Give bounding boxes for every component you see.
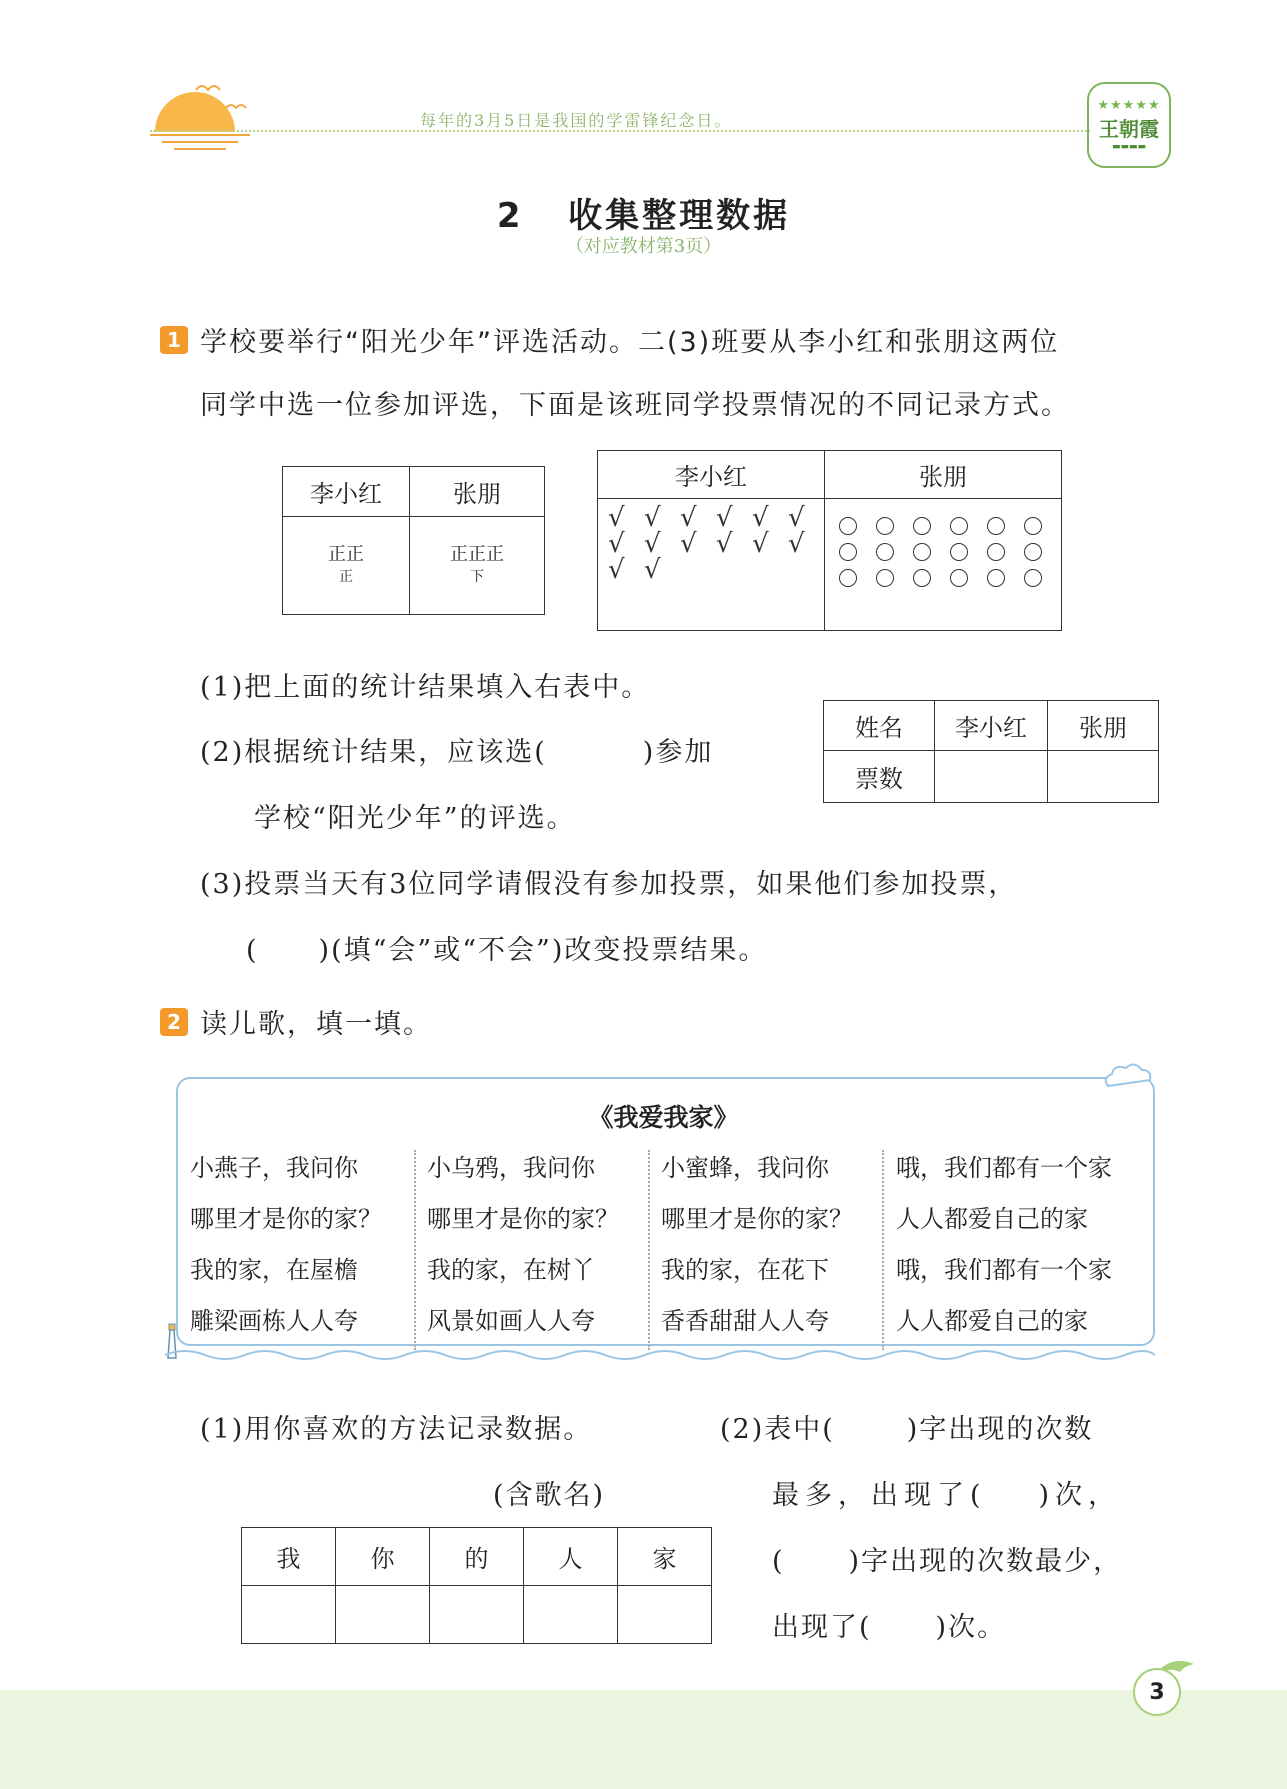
tally-cell-zhangpeng — [410, 517, 545, 615]
tally-header-zhangpeng: 张朋 — [410, 467, 545, 517]
mark-table — [597, 450, 1062, 631]
check-cell — [598, 499, 825, 631]
count-input-row — [242, 1586, 712, 1644]
sun-reflection-line — [162, 141, 238, 143]
brand-name: 王朝霞 — [1099, 117, 1159, 141]
question-1-sub3-line2 — [246, 928, 767, 967]
mark-header-lixiaohong: 李小红 — [598, 451, 825, 499]
sub2-text: )次， — [1038, 1480, 1122, 1511]
circle-mark — [1024, 569, 1042, 587]
poem-title: 《我爱我家》 — [588, 1103, 739, 1132]
check-mark: √ — [716, 503, 733, 533]
poem-line: 我的家，在屋檐 — [190, 1256, 358, 1284]
question-2-number: 2 — [160, 1008, 188, 1036]
page-title — [0, 188, 1287, 237]
tally-cell-lixiaohong — [283, 517, 410, 615]
question-1-number: 1 — [160, 326, 188, 354]
result-input-lixiaohong[interactable] — [935, 751, 1048, 803]
poem-line: 哪里才是你的家？ — [190, 1205, 382, 1233]
check-mark: √ — [644, 529, 661, 559]
star-icon: ★★★★★ — [1097, 98, 1161, 113]
count-input-cell[interactable] — [242, 1586, 336, 1644]
check-mark: √ — [752, 529, 769, 559]
check-mark: √ — [716, 529, 733, 559]
sub3-text: )(填“会”或“不会”)改变投票结果。 — [318, 935, 768, 966]
question-1-line2: 同学中选一位参加评选，下面是该班同学投票情况的不同记录方式。 — [200, 390, 1070, 421]
result-header-name: 姓名 — [824, 701, 935, 751]
circle-mark — [987, 517, 1005, 535]
count-table — [241, 1527, 712, 1644]
circle-mark — [950, 569, 968, 587]
poem-line: 哪里才是你的家？ — [661, 1205, 853, 1233]
circle-cell — [825, 499, 1062, 631]
check-mark: √ — [680, 529, 697, 559]
check-mark: √ — [644, 503, 661, 533]
circle-mark — [876, 517, 894, 535]
poem-line: 人人都爱自己的家 — [896, 1205, 1088, 1233]
poem-column-4 — [896, 1143, 1126, 1347]
footer-background — [0, 1690, 1287, 1789]
page-subtitle: （对应教材第3页） — [565, 236, 722, 257]
poem-column-3 — [661, 1143, 891, 1347]
check-mark: √ — [752, 503, 769, 533]
result-header-lixiaohong: 李小红 — [935, 701, 1048, 751]
poem-line: 我的家，在花下 — [661, 1256, 829, 1284]
circle-mark — [839, 517, 857, 535]
question-2-sub1: (1)用你喜欢的方法记录数据。 — [200, 1414, 593, 1445]
tally-header-lixiaohong: 李小红 — [283, 467, 410, 517]
header-note: 每年的3月5日是我国的学雷锋纪念日。 — [420, 111, 733, 130]
circle-mark — [950, 543, 968, 561]
cloud-icon — [1100, 1062, 1160, 1092]
sub2-text: (2)表中( — [720, 1414, 835, 1445]
count-header-cell: 我 — [242, 1528, 336, 1586]
tally-marks: 正正正 — [450, 543, 504, 565]
circle-mark — [1024, 543, 1042, 561]
circle-mark — [913, 543, 931, 561]
circle-mark — [839, 569, 857, 587]
sub2-text: )字出现的次数最少， — [848, 1546, 1123, 1577]
poem-column-1 — [190, 1143, 420, 1347]
brand-badge — [1087, 82, 1171, 168]
sub2-text: )次。 — [935, 1612, 1007, 1643]
check-mark: √ — [608, 555, 625, 585]
poem-line: 我的家，在树丫 — [427, 1256, 595, 1284]
tally-table — [282, 466, 545, 615]
page-number: 3 — [1133, 1668, 1181, 1716]
sub2-text: )字出现的次数 — [906, 1414, 1094, 1445]
poem-line: 小燕子，我问你 — [190, 1154, 358, 1182]
count-input-cell[interactable] — [336, 1586, 430, 1644]
check-mark: √ — [788, 503, 805, 533]
poem-line: 雕梁画栋人人夸 — [190, 1307, 358, 1335]
count-header-row — [242, 1528, 712, 1586]
question-1-sub1: (1)把上面的统计结果填入右表中。 — [200, 672, 651, 703]
sub2-text: ( — [772, 1546, 785, 1577]
seagull-icon — [190, 78, 250, 118]
poem-line: 人人都爱自己的家 — [896, 1307, 1088, 1335]
check-mark: √ — [608, 529, 625, 559]
badge-ribbon-icon: ▬▬▬▬ — [1111, 142, 1146, 152]
sub2-text: (2)根据统计结果，应该选( — [200, 737, 547, 768]
check-mark: √ — [644, 555, 661, 585]
sub2-text: )参加 — [642, 737, 714, 768]
sun-reflection-line — [150, 134, 250, 136]
tally-marks: 下 — [470, 568, 484, 585]
count-header-cell: 的 — [430, 1528, 524, 1586]
sub2-text: 出现了( — [772, 1612, 872, 1643]
question-1-sub2-line2: 学校“阳光少年”的评选。 — [254, 803, 576, 834]
check-marks — [608, 505, 824, 583]
circle-mark — [1024, 517, 1042, 535]
result-input-zhangpeng[interactable] — [1048, 751, 1159, 803]
sub3-text: ( — [246, 935, 259, 966]
poem-wave-decoration — [165, 1348, 1155, 1362]
poem-line: 小乌鸦，我问你 — [427, 1154, 595, 1182]
tally-marks: 正正 — [328, 543, 364, 565]
poem-line: 小蜜蜂，我问你 — [661, 1154, 829, 1182]
question-2-text: 读儿歌，填一填。 — [200, 1009, 432, 1040]
question-1-sub3-line1: (3)投票当天有3位同学请假没有参加投票，如果他们参加投票， — [200, 869, 1018, 900]
question-2-sub2-line2 — [772, 1473, 1121, 1512]
question-1-sub2-line1 — [200, 730, 713, 769]
sub2-text: 最多，出现了( — [772, 1480, 987, 1511]
count-header-cell: 你 — [336, 1528, 430, 1586]
result-header-zhangpeng: 张朋 — [1048, 701, 1159, 751]
section-title: 收集整理数据 — [568, 196, 791, 236]
poem-line: 香香甜甜人人夸 — [661, 1307, 829, 1335]
check-mark: √ — [788, 529, 805, 559]
question-2-sub2-line3 — [772, 1539, 1122, 1578]
circle-mark — [839, 543, 857, 561]
circle-mark — [876, 543, 894, 561]
tally-marks: 正 — [339, 568, 353, 585]
poem-line: 风景如画人人夸 — [427, 1307, 595, 1335]
check-mark: √ — [680, 503, 697, 533]
poem-line: 哦，我们都有一个家 — [896, 1154, 1112, 1182]
poem-column-2 — [427, 1143, 657, 1347]
circle-mark — [950, 517, 968, 535]
sun-reflection-line — [174, 148, 226, 150]
circle-mark — [987, 569, 1005, 587]
poem-line: 哦，我们都有一个家 — [896, 1256, 1112, 1284]
question-1-line1: 学校要举行“阳光少年”评选活动。二(3)班要从李小红和张朋这两位 — [200, 327, 1060, 358]
count-input-cell[interactable] — [430, 1586, 524, 1644]
count-header-cell: 人 — [524, 1528, 618, 1586]
result-label-votes: 票数 — [824, 751, 935, 803]
circle-marks — [839, 517, 1061, 587]
poem-line: 哪里才是你的家？ — [427, 1205, 619, 1233]
count-header-cell: 家 — [618, 1528, 712, 1586]
count-input-cell[interactable] — [524, 1586, 618, 1644]
circle-mark — [987, 543, 1005, 561]
check-mark: √ — [608, 503, 625, 533]
circle-mark — [913, 569, 931, 587]
circle-mark — [876, 569, 894, 587]
result-table — [823, 700, 1159, 803]
count-input-cell[interactable] — [618, 1586, 712, 1644]
poem-divider — [414, 1150, 416, 1350]
circle-mark — [913, 517, 931, 535]
section-number: 2 — [496, 196, 524, 236]
question-2-sub1-note: (含歌名) — [493, 1480, 606, 1511]
mark-header-zhangpeng: 张朋 — [825, 451, 1062, 499]
question-2-sub2-line4 — [772, 1605, 1006, 1644]
poem-divider — [648, 1150, 650, 1350]
poem-divider — [882, 1150, 884, 1350]
question-2-sub2-line1 — [720, 1407, 1093, 1446]
